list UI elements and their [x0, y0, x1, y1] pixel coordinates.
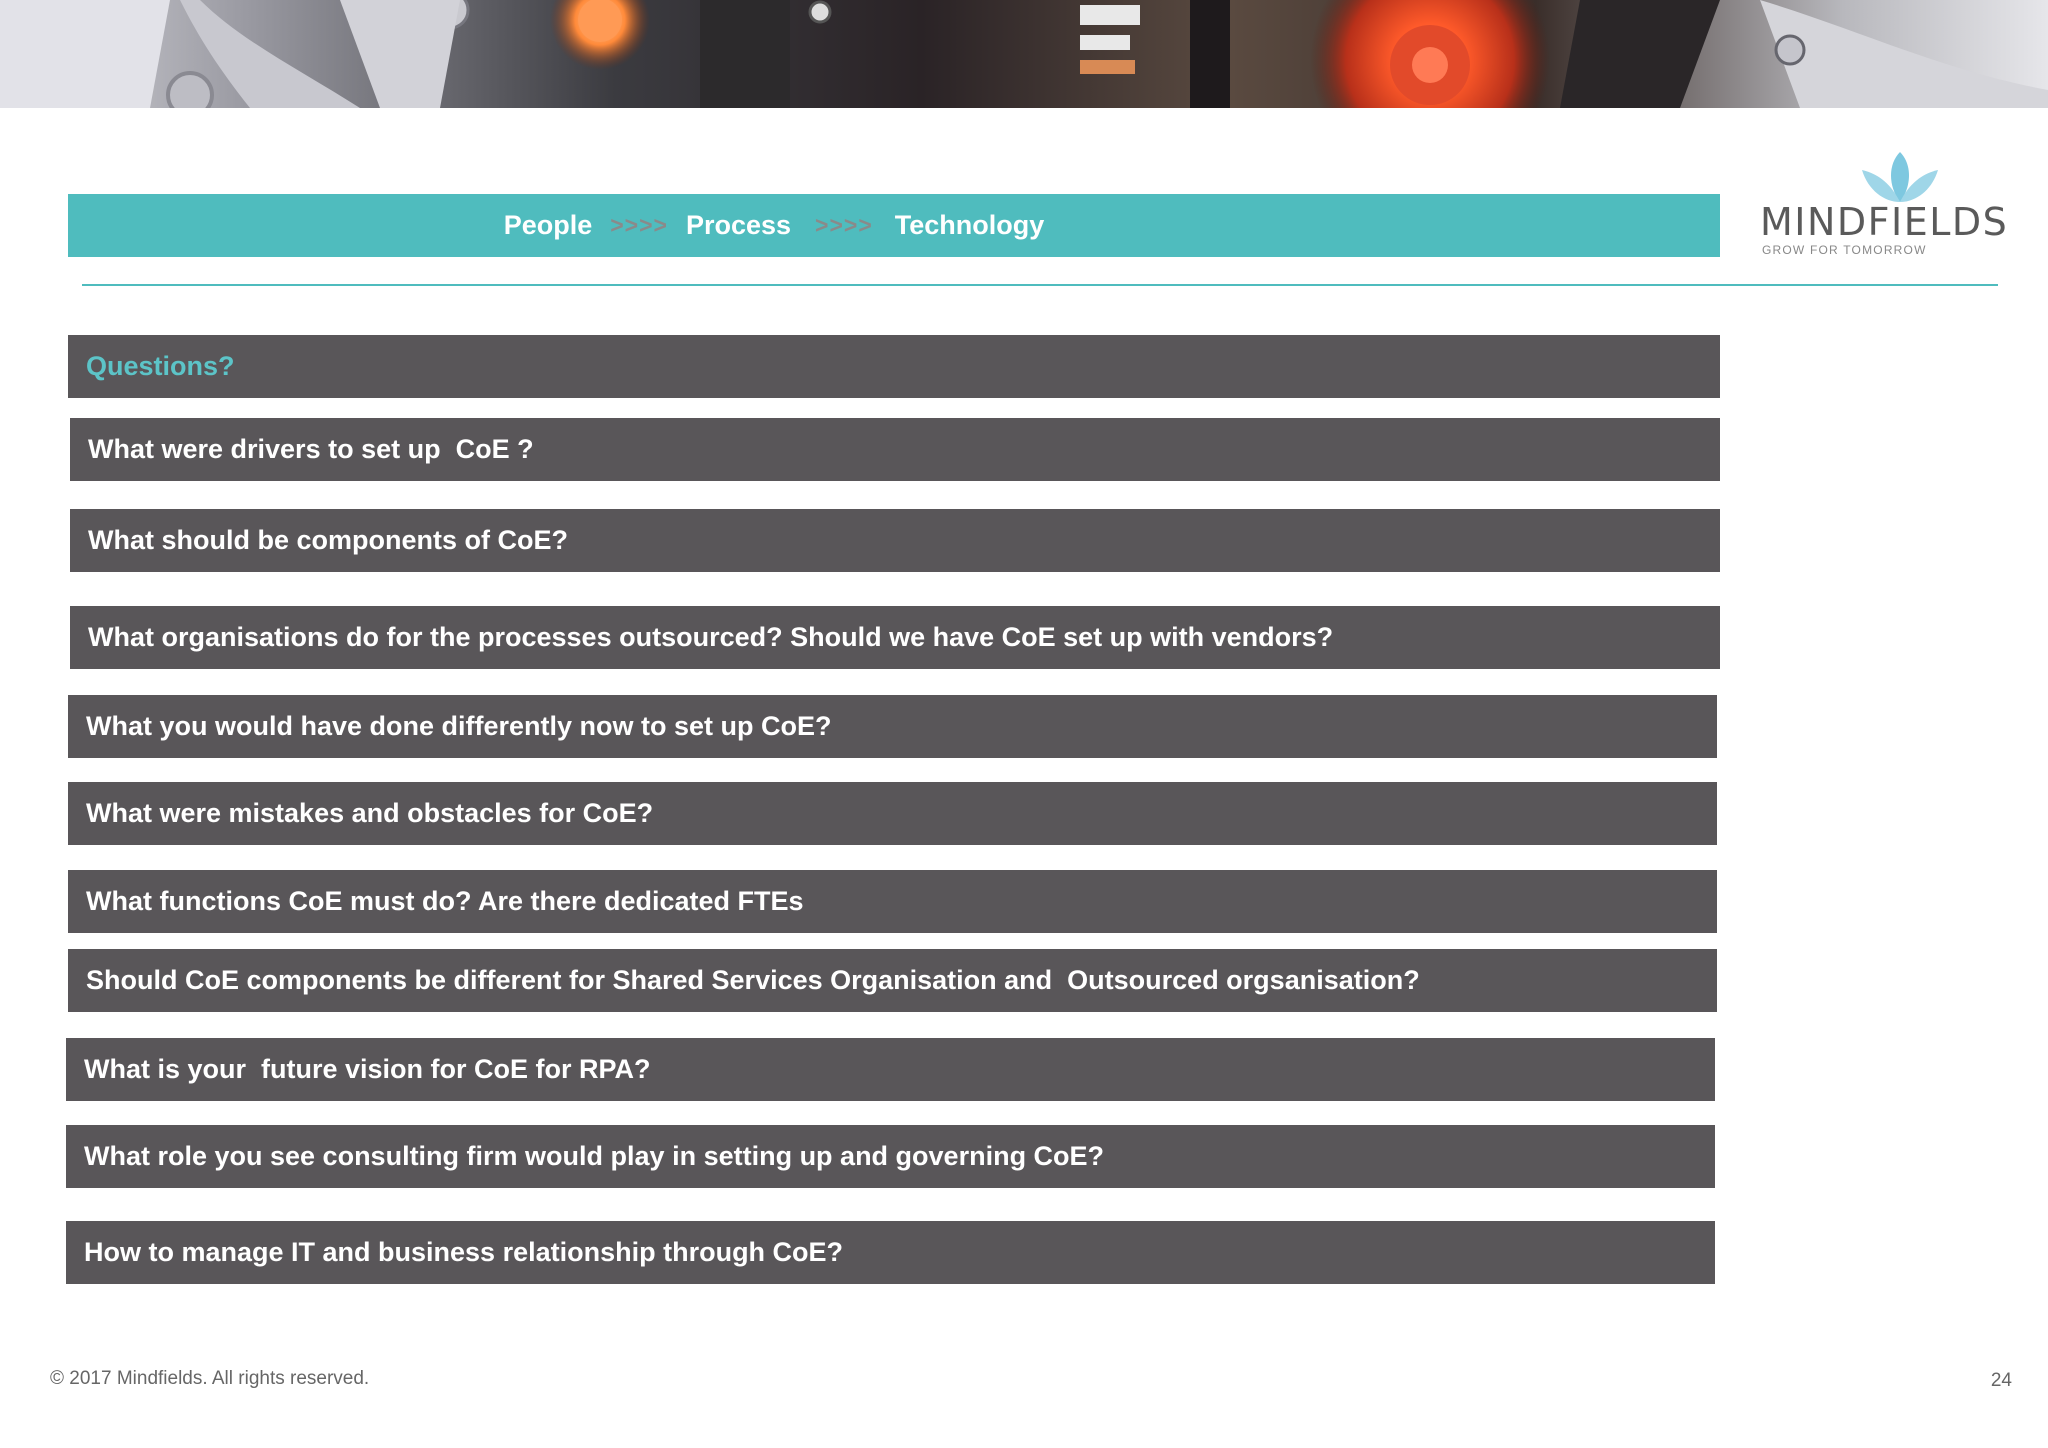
title-separator: >>>> [815, 212, 873, 238]
questions-heading: Questions? [68, 335, 1720, 398]
header-banner-image [0, 0, 2048, 108]
logo-tagline: GROW FOR TOMORROW [1762, 243, 1927, 257]
title-separator: >>>> [610, 212, 668, 238]
mindfields-logo [1758, 150, 2008, 260]
question-item: What were mistakes and obstacles for CoE? [68, 782, 1717, 845]
question-item: What functions CoE must do? Are there dedicated FTEs [68, 870, 1717, 933]
question-item: What is your future vision for CoE for RPA? [66, 1038, 1715, 1101]
question-item: What organisations do for the processes outsourced? Should we have CoE set up with vendors? [70, 606, 1720, 669]
question-item: What should be components of CoE? [70, 509, 1720, 572]
question-item: What were drivers to set up CoE ? [70, 418, 1720, 481]
title-word-people: People [503, 210, 593, 240]
question-item: Should CoE components be different for Shared Services Organisation and Outsourced orgsanisation? [68, 949, 1717, 1012]
question-item: How to manage IT and business relationship through CoE? [66, 1221, 1715, 1284]
question-item: What you would have done differently now to set up CoE? [68, 695, 1717, 758]
page-number: 24 [1990, 1370, 2012, 1391]
divider-line [82, 284, 1998, 286]
title-word-process: Process [685, 210, 792, 240]
copyright-text: © 2017 Mindfields. All rights reserved. [50, 1368, 370, 1389]
title-word-technology: Technology [894, 210, 1045, 240]
question-item: What role you see consulting firm would play in setting up and governing CoE? [66, 1125, 1715, 1188]
logo-name: MINDFIELDS [1760, 200, 2009, 244]
title-bar [68, 194, 1720, 257]
